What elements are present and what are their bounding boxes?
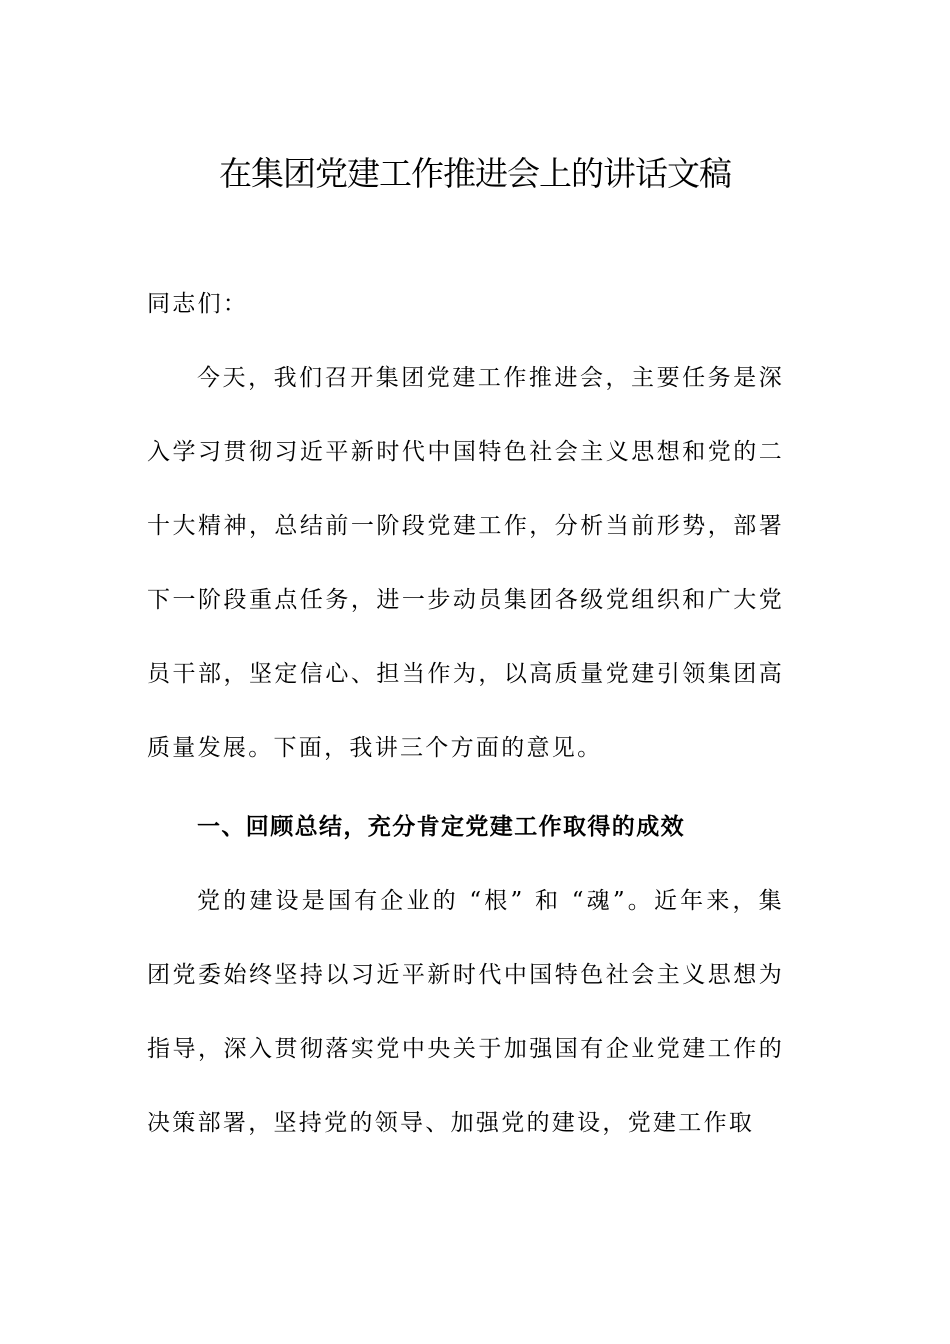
section-heading-1: 一、回顾总结，充分肯定党建工作取得的成效 — [197, 814, 685, 840]
paragraph-review: 党的建设是国有企业的 “根” 和 “魂”。近年来，集团党委始终坚持以习近平新时代中国特色社会主义思想为指导，深入贯彻落实党中央关于加强国有企业党建工作的决策部署，坚持党的领导、加强党的建设，党建工作取 — [147, 888, 784, 1136]
document-title: 在集团党建工作推进会上的讲话文稿 — [219, 154, 731, 194]
salutation: 同志们： — [147, 291, 249, 317]
paragraph-intro: 今天，我们召开集团党建工作推进会，主要任务是深入学习贯彻习近平新时代中国特色社会主义思想和党的二十大精神，总结前一阶段党建工作，分析当前形势，部署下一阶段重点任务，进一步动员集团各级党组织和广大党员干部，坚定信心、担当作为，以高质量党建引领集团高质量发展。下面，我讲三个方面的意见。 — [147, 365, 784, 761]
